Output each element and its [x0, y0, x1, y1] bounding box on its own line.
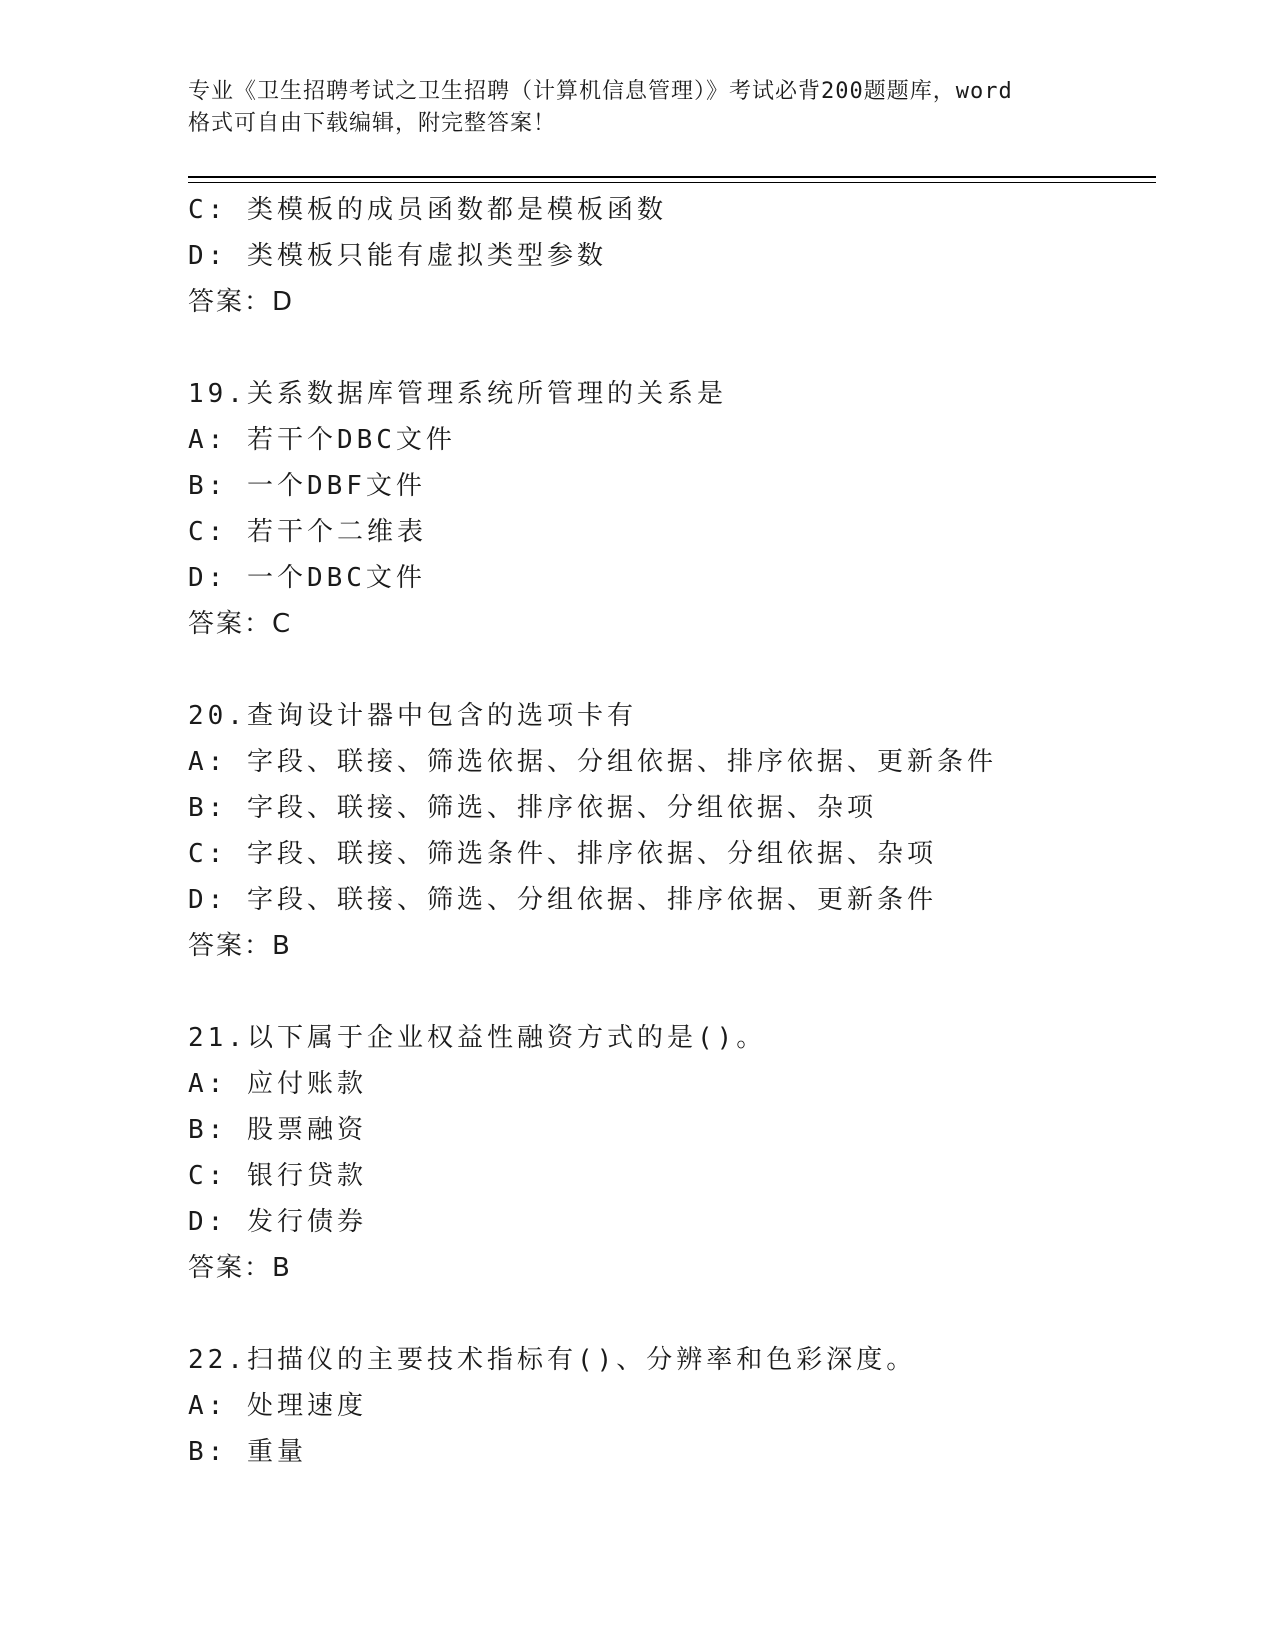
option-a: A: 字段、联接、筛选依据、分组依据、排序依据、更新条件 [188, 747, 997, 777]
question-text: 21.以下属于企业权益性融资方式的是()。 [188, 1023, 767, 1053]
spacer [188, 1291, 1148, 1337]
option-c: C: 若干个二维表 [188, 517, 427, 547]
option-d: D: 字段、联接、筛选、分组依据、排序依据、更新条件 [188, 885, 937, 915]
option-c: C: 银行贷款 [188, 1161, 367, 1191]
answer: 答案：D [188, 287, 295, 317]
header-line-2: 格式可自由下载编辑，附完整答案！ [188, 111, 557, 136]
question-text: 20.查询设计器中包含的选项卡有 [188, 701, 637, 731]
header-line-1: 专业《卫生招聘考试之卫生招聘（计算机信息管理）》考试必背200题题库，word [188, 79, 1013, 104]
header-divider-thick [188, 176, 1156, 178]
option-b: B: 重量 [188, 1437, 307, 1467]
header-divider-thin [188, 182, 1156, 183]
spacer [188, 647, 1148, 693]
answer: 答案：B [188, 1253, 292, 1283]
document-header [188, 76, 1088, 140]
option-a: A: 处理速度 [188, 1391, 367, 1421]
question-19 [188, 371, 1148, 647]
question-21 [188, 1015, 1148, 1291]
question-list [188, 187, 1148, 1475]
option-c: C: 字段、联接、筛选条件、排序依据、分组依据、杂项 [188, 839, 937, 869]
option-d: D: 类模板只能有虚拟类型参数 [188, 241, 607, 271]
answer: 答案：B [188, 931, 292, 961]
option-d: D: 发行债券 [188, 1207, 367, 1237]
option-b: B: 一个DBF文件 [188, 471, 426, 501]
option-d: D: 一个DBC文件 [188, 563, 426, 593]
answer: 答案：C [188, 609, 293, 639]
option-a: A: 若干个DBC文件 [188, 425, 456, 455]
question-22 [188, 1337, 1148, 1475]
option-c: C: 类模板的成员函数都是模板函数 [188, 195, 667, 225]
spacer [188, 969, 1148, 1015]
question-text: 22.扫描仪的主要技术指标有()、分辨率和色彩深度。 [188, 1345, 917, 1375]
question-text: 19.关系数据库管理系统所管理的关系是 [188, 379, 727, 409]
option-b: B: 股票融资 [188, 1115, 367, 1145]
question-20 [188, 693, 1148, 969]
option-a: A: 应付账款 [188, 1069, 367, 1099]
question-18-continued [188, 187, 1148, 325]
spacer [188, 325, 1148, 371]
option-b: B: 字段、联接、筛选、排序依据、分组依据、杂项 [188, 793, 877, 823]
